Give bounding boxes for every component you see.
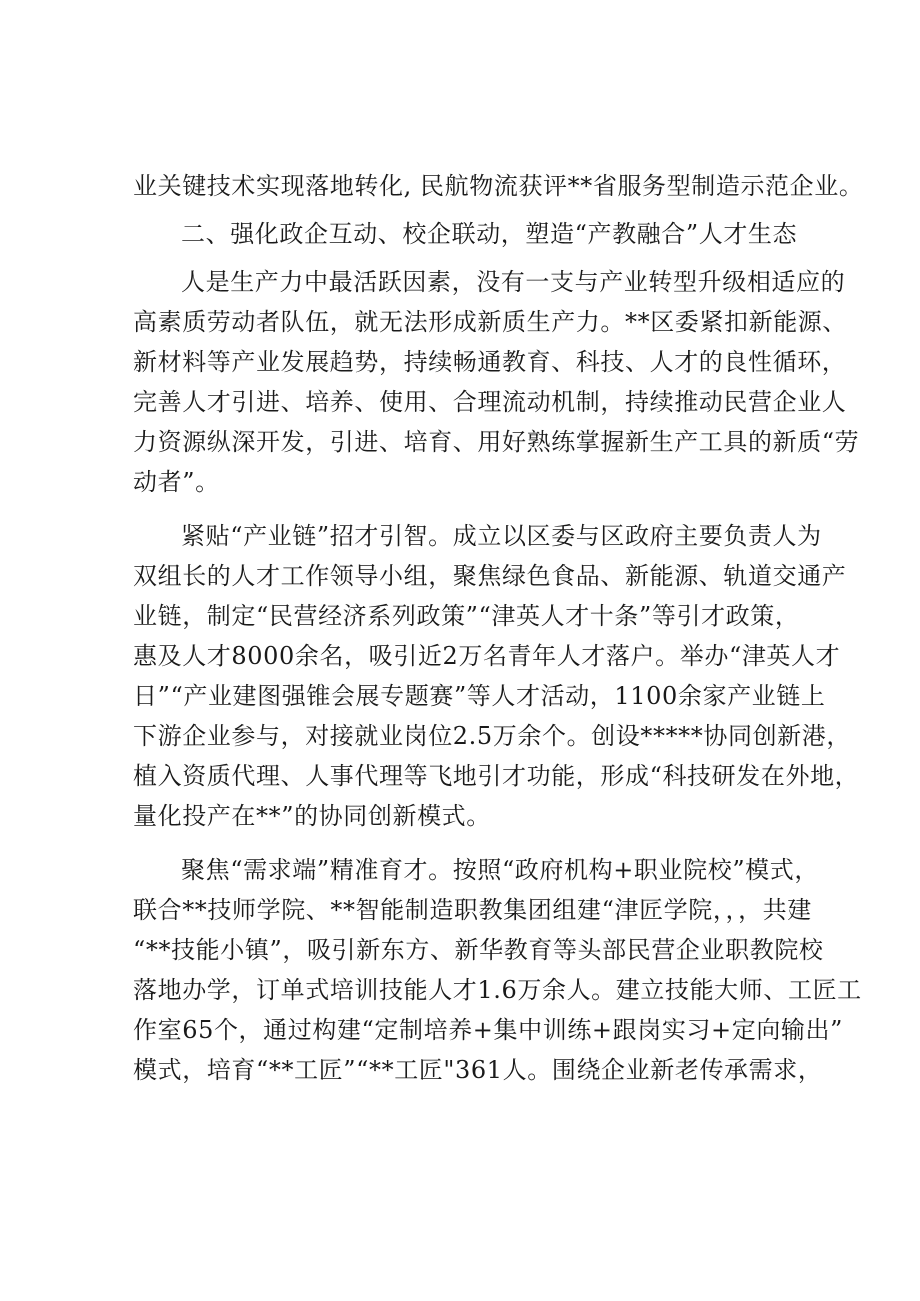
paragraph-line: 力资源纵深开发，引进、培育、用好熟练掌握新生产工具的新质“劳 (133, 428, 860, 456)
paragraph-line: 日”“产业建图强锥会展专题赛”等人才活动，1100余家产业链上 (133, 682, 826, 710)
paragraph-line: 聚焦“需求端”精准育才。按照“政府机构+职业院校”模式， (181, 856, 819, 884)
document-body (133, 166, 864, 1090)
paragraph-3 (133, 850, 862, 1090)
paragraph-line: 模式，培育“**工匠”“**工匠"361人。围绕企业新老传承需求， (133, 1056, 823, 1084)
paragraph-line: 量化投产在**”的协同创新模式。 (133, 802, 491, 830)
paragraph-line: 人是生产力中最活跃因素，没有一支与产业转型升级相适应的 (181, 268, 846, 296)
paragraph-1 (133, 262, 860, 502)
paragraph-line: 联合**技师学院、**智能制造职教集团组建“津匠学院，，，共建 (133, 896, 812, 924)
paragraph-line: 高素质劳动者队伍，就无法形成新质生产力。**区委紧扣新能源、 (133, 308, 847, 336)
paragraph-line: 完善人才引进、培养、使用、合理流动机制，持续推动民营企业人 (133, 388, 847, 416)
paragraph-line: 惠及人才8000余名，吸引近2万名青年人才落户。举办“津英人才 (133, 642, 841, 670)
paragraph-line: 植入资质代理、人事代理等飞地引才功能，形成“科技研发在外地， (133, 762, 860, 790)
section-heading: 二、强化政企互动、校企联动，塑造“产教融合”人才生态 (181, 220, 798, 248)
carryover-line: 业关键技术实现落地转化, 民航物流获评**省服务型制造示范企业。 (133, 172, 864, 200)
paragraph-line: 业链，制定“民营经济系列政策”“津英人才十条”等引才政策， (133, 602, 800, 630)
paragraph-2 (133, 516, 860, 836)
paragraph-line: 下游企业参与，对接就业岗位2.5万余个。创设*****协同创新港， (133, 722, 851, 750)
paragraph-line: 紧贴“产业链”招才引智。成立以区委与区政府主要负责人为 (181, 522, 822, 550)
paragraph-line: 双组长的人才工作领导小组，聚焦绿色食品、新能源、轨道交通产 (133, 562, 847, 590)
paragraph-line: 落地办学，订单式培训技能人才1.6万余人。建立技能大师、工匠工 (133, 976, 862, 1004)
paragraph-line: 新材料等产业发展趋势，持续畅通教育、科技、人才的良性循环， (133, 348, 847, 376)
paragraph-line: 动者”。 (133, 468, 220, 496)
paragraph-line: 作室65个，通过构建“定制培养+集中训练+跟岗实习+定向输出” (133, 1016, 844, 1044)
paragraph-line: “**技能小镇”，吸引新东方、新华教育等头部民营企业职教院校 (133, 936, 824, 964)
